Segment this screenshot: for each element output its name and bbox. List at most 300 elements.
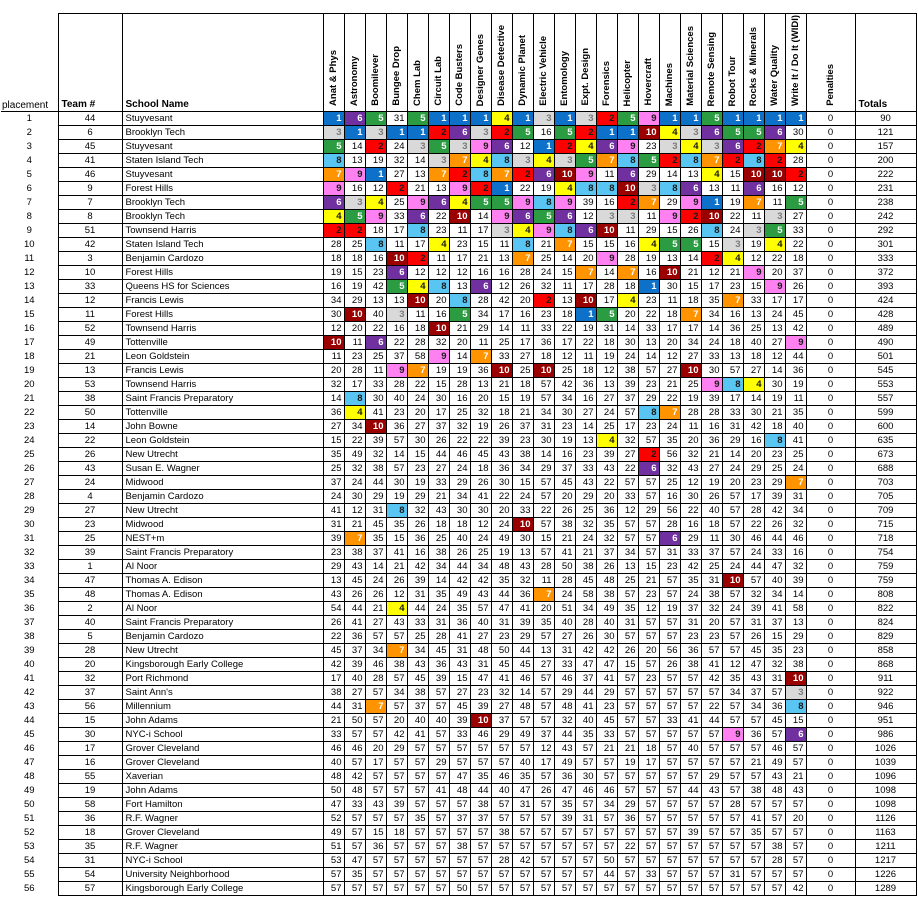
score-cell: 20 [554,490,575,504]
score-cell: 32 [617,434,638,448]
score-cell: 6 [701,126,722,140]
score-cell: 16 [617,238,638,252]
score-cell: 46 [554,672,575,686]
score-cell: 43 [680,462,701,476]
score-cell: 16 [344,182,365,196]
table-row [1,742,916,756]
score-cell: 41 [491,672,512,686]
score-cell: 57 [386,868,407,882]
score-cell: 57 [575,854,596,868]
school-name-cell: Townsend Harris [122,322,323,336]
total-cell: 393 [855,280,916,294]
team-number-cell: 1 [58,560,122,574]
score-cell: 27 [386,168,407,182]
score-cell: 30 [365,392,386,406]
score-cell: 36 [449,616,470,630]
score-cell: 14 [449,350,470,364]
score-cell: 41 [743,812,764,826]
score-cell: 31 [575,812,596,826]
score-cell: 32 [701,602,722,616]
score-cell: 15 [533,532,554,546]
score-cell: 52 [323,812,344,826]
score-cell: 26 [386,574,407,588]
score-cell: 2 [386,182,407,196]
score-cell: 49 [596,602,617,616]
score-cell: 57 [407,882,428,896]
score-cell: 20 [449,336,470,350]
table-row [1,700,916,714]
score-cell: 29 [785,630,806,644]
score-cell: 57 [449,854,470,868]
score-cell: 16 [701,420,722,434]
score-cell: 1 [701,196,722,210]
score-cell: 4 [596,434,617,448]
score-cell: 57 [617,532,638,546]
total-cell: 822 [855,602,916,616]
score-cell: 14 [386,448,407,462]
team-number-cell: 32 [58,672,122,686]
score-cell: 37 [533,728,554,742]
score-cell: 47 [764,560,785,574]
score-cell: 15 [386,532,407,546]
penalties-cell: 0 [806,602,855,616]
placement-cell: 22 [23,407,35,418]
score-cell: 31 [533,420,554,434]
score-cell: 17 [785,294,806,308]
team-number-cell: 23 [58,518,122,532]
score-cell: 36 [575,378,596,392]
score-cell: 50 [449,882,470,896]
score-cell: 35 [407,812,428,826]
column-header-totals: Totals [855,14,916,112]
score-cell: 28 [344,364,365,378]
event-label: Machines [663,62,675,106]
score-cell: 47 [491,602,512,616]
column-header-event [491,14,512,112]
score-cell: 57 [365,630,386,644]
score-cell: 9 [617,140,638,154]
score-cell: 16 [764,182,785,196]
score-cell: 45 [365,518,386,532]
score-cell: 57 [722,756,743,770]
score-cell: 34 [323,294,344,308]
score-cell: 38 [449,840,470,854]
school-name-cell: New Utrecht [122,448,323,462]
score-cell: 34 [722,686,743,700]
score-cell: 5 [743,126,764,140]
score-cell: 17 [575,280,596,294]
score-cell: 3 [596,210,617,224]
table-row [1,882,916,896]
score-cell: 21 [638,574,659,588]
score-cell: 34 [554,392,575,406]
score-cell: 37 [512,420,533,434]
score-cell: 26 [533,784,554,798]
score-cell: 37 [785,266,806,280]
score-cell: 57 [512,840,533,854]
score-cell: 33 [680,546,701,560]
score-cell: 6 [764,126,785,140]
score-cell: 41 [554,546,575,560]
score-cell: 57 [428,728,449,742]
score-cell: 58 [407,350,428,364]
score-cell: 31 [701,574,722,588]
score-cell: 57 [638,490,659,504]
penalties-cell: 0 [806,518,855,532]
score-cell: 57 [638,826,659,840]
school-name-cell: Staten Island Tech [122,238,323,252]
score-cell: 13 [617,560,638,574]
score-cell: 12 [701,266,722,280]
score-cell: 57 [323,868,344,882]
score-cell: 24 [554,588,575,602]
score-cell: 48 [554,700,575,714]
score-cell: 57 [722,840,743,854]
penalties-cell: 0 [806,728,855,742]
score-cell: 35 [449,602,470,616]
score-cell: 12 [575,210,596,224]
score-cell: 8 [659,182,680,196]
score-cell: 43 [344,560,365,574]
score-cell: 3 [785,686,806,700]
score-cell: 19 [785,378,806,392]
score-cell: 57 [680,812,701,826]
score-cell: 10 [533,364,554,378]
score-cell: 9 [365,210,386,224]
penalties-cell: 0 [806,308,855,322]
score-cell: 33 [344,798,365,812]
score-cell: 4 [617,294,638,308]
score-cell: 15 [617,658,638,672]
placement-cell: 17 [23,337,35,348]
score-cell: 35 [554,798,575,812]
score-cell: 11 [470,336,491,350]
score-cell: 57 [617,826,638,840]
score-cell: 57 [386,770,407,784]
school-name-cell: Millennium [122,700,323,714]
score-cell: 2 [764,154,785,168]
score-cell: 29 [638,392,659,406]
score-cell: 57 [491,840,512,854]
score-cell: 25 [470,546,491,560]
event-label: Dynamic Planet [516,35,528,106]
score-cell: 57 [617,714,638,728]
score-cell: 31 [743,616,764,630]
score-cell: 25 [680,378,701,392]
table-row [1,420,916,434]
score-cell: 37 [407,700,428,714]
school-name-cell: Staten Island Tech [122,154,323,168]
penalties-cell: 0 [806,840,855,854]
score-cell: 39 [428,672,449,686]
score-cell: 57 [491,756,512,770]
score-cell: 23 [701,630,722,644]
score-cell: 12 [722,658,743,672]
total-cell: 1211 [855,840,916,854]
school-name-cell: Brooklyn Tech [122,210,323,224]
score-cell: 21 [596,742,617,756]
score-cell: 12 [680,476,701,490]
placement-cell: 21 [23,393,35,404]
score-cell: 49 [323,826,344,840]
score-cell: 9 [596,252,617,266]
score-cell: 23 [575,448,596,462]
score-cell: 57 [638,840,659,854]
score-cell: 57 [722,770,743,784]
score-cell: 27 [365,616,386,630]
score-cell: 47 [554,784,575,798]
score-cell: 57 [722,700,743,714]
score-cell: 42 [449,574,470,588]
score-cell: 24 [407,392,428,406]
score-cell: 46 [575,784,596,798]
score-cell: 26 [428,434,449,448]
score-cell: 48 [344,784,365,798]
total-cell: 709 [855,504,916,518]
score-cell: 23 [449,238,470,252]
score-cell: 12 [638,602,659,616]
score-cell: 17 [617,420,638,434]
score-cell: 31 [386,112,407,126]
score-cell: 57 [722,504,743,518]
event-label: Designer Genes [474,33,486,106]
score-cell: 24 [617,350,638,364]
score-cell: 25 [659,476,680,490]
table-row [1,588,916,602]
score-cell: 25 [575,504,596,518]
score-cell: 33 [533,322,554,336]
table-row [1,238,916,252]
score-cell: 57 [407,742,428,756]
score-cell: 24 [344,476,365,490]
score-cell: 18 [470,462,491,476]
score-cell: 16 [386,322,407,336]
total-cell: 428 [855,308,916,322]
score-cell: 23 [428,224,449,238]
score-cell: 57 [365,854,386,868]
score-cell: 36 [344,630,365,644]
score-cell: 44 [512,644,533,658]
score-cell: 3 [554,154,575,168]
score-cell: 4 [470,154,491,168]
score-cell: 34 [785,504,806,518]
score-cell: 20 [722,476,743,490]
score-cell: 44 [428,448,449,462]
score-cell: 18 [533,350,554,364]
score-cell: 57 [722,518,743,532]
score-cell: 31 [407,588,428,602]
event-label: Remote Sensing [705,31,717,106]
score-cell: 57 [470,602,491,616]
score-cell: 57 [722,812,743,826]
score-cell: 15 [491,392,512,406]
score-cell: 14 [764,364,785,378]
table-row [1,854,916,868]
score-cell: 10 [491,364,512,378]
score-cell: 1 [407,126,428,140]
score-cell: 19 [764,392,785,406]
score-cell: 40 [764,574,785,588]
score-cell: 18 [743,350,764,364]
score-cell: 30 [512,532,533,546]
score-cell: 38 [386,658,407,672]
total-cell: 489 [855,322,916,336]
score-cell: 17 [701,280,722,294]
score-cell: 26 [575,630,596,644]
school-name-cell: Townsend Harris [122,378,323,392]
placement-cell: 42 [23,687,35,698]
score-cell: 19 [491,546,512,560]
score-cell: 6 [365,336,386,350]
score-cell: 57 [533,518,554,532]
score-cell: 8 [533,196,554,210]
score-cell: 12 [554,350,575,364]
score-cell: 36 [470,364,491,378]
penalties-cell: 0 [806,336,855,350]
penalties-cell: 0 [806,280,855,294]
score-cell: 57 [344,840,365,854]
score-cell: 26 [659,658,680,672]
score-cell: 36 [701,434,722,448]
score-cell: 12 [428,266,449,280]
score-cell: 29 [344,294,365,308]
score-cell: 5 [386,280,407,294]
school-name-cell: NYC-i School [122,854,323,868]
score-cell: 17 [596,294,617,308]
score-cell: 57 [638,784,659,798]
score-cell: 57 [680,700,701,714]
score-cell: 37 [596,546,617,560]
score-cell: 20 [680,434,701,448]
score-cell: 48 [491,560,512,574]
event-label: Expt. Design [579,48,591,106]
score-cell: 45 [743,644,764,658]
school-name-cell: Port Richmond [122,672,323,686]
score-cell: 35 [596,518,617,532]
score-cell: 43 [743,672,764,686]
score-cell: 57 [743,770,764,784]
score-cell: 33 [659,714,680,728]
school-name-cell: Fort Hamilton [122,798,323,812]
score-cell: 57 [596,770,617,784]
school-name-cell: Stuyvesant [122,168,323,182]
score-cell: 18 [785,252,806,266]
total-cell: 242 [855,210,916,224]
score-cell: 44 [764,532,785,546]
score-cell: 57 [407,840,428,854]
table-row [1,154,916,168]
placement-cell: 2 [26,127,32,138]
score-cell: 5 [470,196,491,210]
score-cell: 26 [554,504,575,518]
total-cell: 759 [855,560,916,574]
score-cell: 43 [554,742,575,756]
team-number-cell: 54 [58,868,122,882]
team-number-cell: 18 [58,826,122,840]
score-cell: 10 [701,210,722,224]
score-cell: 40 [596,616,617,630]
score-cell: 27 [491,700,512,714]
score-cell: 10 [617,182,638,196]
score-cell: 19 [617,756,638,770]
score-cell: 41 [701,658,722,672]
score-cell: 57 [764,826,785,840]
score-cell: 12 [533,742,554,756]
score-cell: 29 [365,490,386,504]
score-cell: 28 [491,854,512,868]
score-cell: 7 [596,154,617,168]
team-number-cell: 22 [58,434,122,448]
score-cell: 20 [785,812,806,826]
score-cell: 25 [785,448,806,462]
score-cell: 10 [323,336,344,350]
penalties-cell: 0 [806,238,855,252]
score-cell: 57 [428,742,449,756]
score-cell: 19 [659,602,680,616]
score-cell: 17 [449,252,470,266]
score-cell: 40 [365,308,386,322]
score-cell: 27 [554,630,575,644]
team-number-cell: 10 [58,266,122,280]
score-cell: 57 [680,686,701,700]
score-cell: 57 [680,798,701,812]
score-cell: 5 [575,154,596,168]
score-cell: 19 [638,252,659,266]
score-cell: 10 [365,420,386,434]
score-cell: 12 [407,266,428,280]
column-header-event [365,14,386,112]
team-number-cell: 55 [58,770,122,784]
score-cell: 2 [533,294,554,308]
score-cell: 13 [428,182,449,196]
score-cell: 20 [617,308,638,322]
score-cell: 13 [596,378,617,392]
score-cell: 29 [617,798,638,812]
score-cell: 51 [323,840,344,854]
score-cell: 38 [743,784,764,798]
score-cell: 6 [596,140,617,154]
score-cell: 21 [344,518,365,532]
score-cell: 25 [743,322,764,336]
score-cell: 39 [407,574,428,588]
score-cell: 6 [512,210,533,224]
score-cell: 23 [743,476,764,490]
placement-cell: 12 [23,267,35,278]
score-cell: 3 [701,140,722,154]
score-cell: 19 [386,490,407,504]
placement-cell: 47 [23,757,35,768]
score-cell: 7 [470,350,491,364]
score-cell: 31 [596,322,617,336]
score-cell: 32 [533,280,554,294]
total-cell: 1098 [855,798,916,812]
score-cell: 24 [470,532,491,546]
score-cell: 57 [596,826,617,840]
score-cell: 11 [785,392,806,406]
score-cell: 2 [596,112,617,126]
score-cell: 8 [617,154,638,168]
score-cell: 20 [344,322,365,336]
score-cell: 23 [533,308,554,322]
score-cell: 36 [407,532,428,546]
score-cell: 16 [680,518,701,532]
score-cell: 57 [743,714,764,728]
score-cell: 16 [365,252,386,266]
score-cell: 26 [449,546,470,560]
score-cell: 22 [680,504,701,518]
placement-cell: 25 [23,449,35,460]
score-cell: 57 [617,588,638,602]
